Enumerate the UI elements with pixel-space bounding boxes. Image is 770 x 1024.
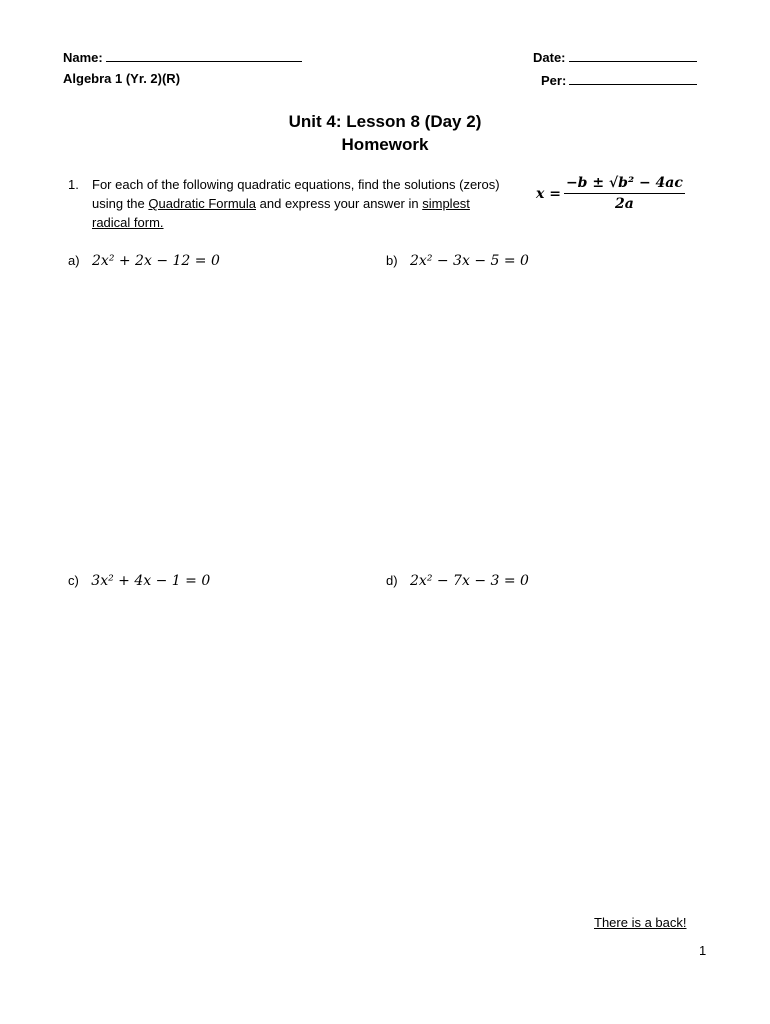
page-title: Unit 4: Lesson 8 (Day 2) bbox=[288, 112, 482, 131]
date-blank[interactable] bbox=[569, 48, 697, 62]
formula-numerator: −b ± √b² − 4ac bbox=[564, 175, 685, 194]
period-field bbox=[541, 71, 697, 88]
problem-equation: 2x² + 2x − 12 = 0 bbox=[92, 253, 220, 269]
course-label: Algebra 1 (Yr. 2)(R) bbox=[63, 71, 181, 86]
question-text-part2: and express your answer in bbox=[256, 196, 423, 211]
problem-label: a) bbox=[68, 253, 80, 268]
page-subtitle: Homework bbox=[341, 135, 429, 154]
problem-equation: 3x² + 4x − 1 = 0 bbox=[91, 573, 211, 589]
date-field bbox=[533, 48, 697, 65]
problem-label: c) bbox=[68, 573, 79, 588]
back-page-note: There is a back! bbox=[594, 915, 687, 930]
page-number: 1 bbox=[699, 943, 707, 958]
problem-label: b) bbox=[386, 253, 398, 268]
period-label: Per: bbox=[541, 73, 567, 88]
name-blank[interactable] bbox=[106, 48, 302, 62]
problem-b bbox=[386, 252, 529, 270]
quadratic-formula bbox=[536, 175, 685, 212]
problem-equation: 2x² − 7x − 3 = 0 bbox=[410, 573, 529, 589]
question-number: 1. bbox=[68, 177, 79, 192]
date-label: Date: bbox=[533, 50, 566, 65]
problem-equation: 2x² − 3x − 5 = 0 bbox=[410, 253, 529, 269]
question-text bbox=[92, 175, 502, 232]
formula-denominator: 2a bbox=[615, 196, 634, 212]
name-label: Name: bbox=[63, 50, 103, 65]
problem-d bbox=[386, 572, 529, 590]
quadratic-formula-link: Quadratic Formula bbox=[148, 196, 257, 211]
formula-lhs: x = bbox=[536, 185, 561, 202]
period-blank[interactable] bbox=[569, 71, 697, 85]
problem-c bbox=[68, 572, 210, 590]
problem-label: d) bbox=[386, 573, 398, 588]
problem-a bbox=[68, 252, 220, 270]
formula-fraction bbox=[564, 175, 685, 212]
question-text-part1: For each of the following quadratic equations, find the solutions (zeros) using the bbox=[92, 177, 500, 211]
simplest-radical-form: simplest radical form. bbox=[92, 196, 470, 230]
name-field bbox=[63, 48, 302, 65]
